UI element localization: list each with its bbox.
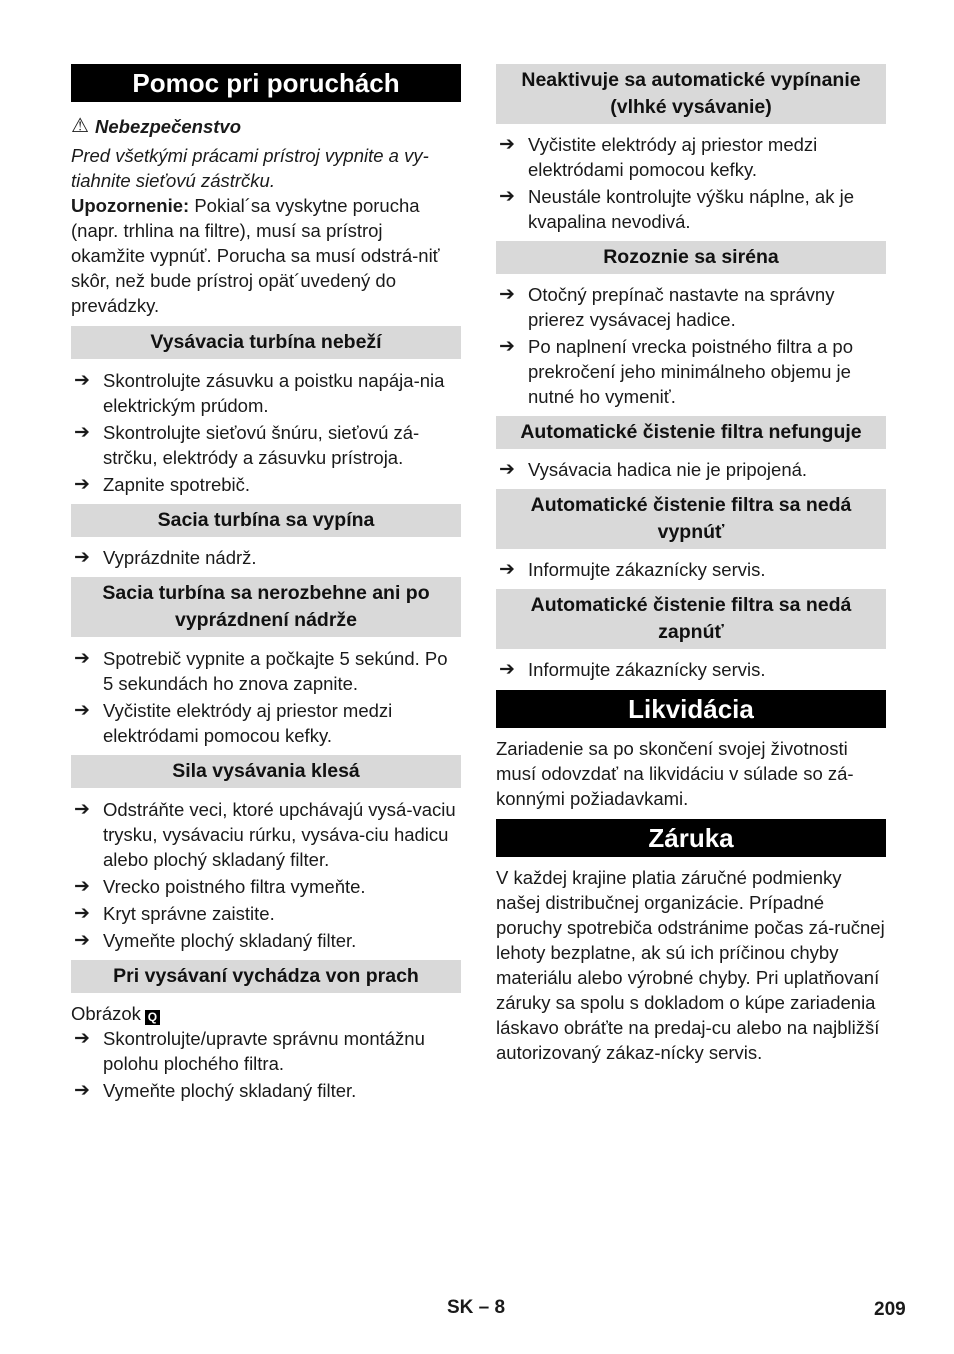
list-item: ➔ Vyčistite elektródy aj priestor medzi elektródami pomocou kefky. — [74, 700, 393, 746]
arrow-right-icon: ➔ — [499, 659, 515, 680]
list-item: ➔ Vymeňte plochý skladaný filter. — [74, 1080, 357, 1101]
list-turbine-not-starting — [71, 646, 461, 748]
list-item: ➔ Vyčistite elektródy aj priestor medzi elektródami pomocou kefky. — [499, 134, 818, 180]
arrow-right-icon: ➔ — [74, 422, 90, 443]
list-item: ➔ Zapnite spotrebič. — [74, 474, 251, 495]
left-column — [71, 64, 461, 1105]
arrow-right-icon: ➔ — [74, 1080, 90, 1101]
subheading-turbine-not-starting: Sacia turbína sa nerozbehne ani po vyprázdnení nádrže — [71, 577, 461, 637]
subheading-auto-clean-cannot-switch-off: Automatické čistenie filtra sa nedá vypnúť — [496, 489, 886, 549]
section-title-troubleshooting: Pomoc pri poruchách — [71, 64, 461, 102]
arrow-right-icon: ➔ — [74, 474, 90, 495]
danger-label: Nebezpečenstvo — [95, 116, 241, 137]
figure-reference: Obrázok Q — [71, 1001, 461, 1026]
arrow-right-icon: ➔ — [499, 134, 515, 155]
subheading-auto-shutoff-inactive: Neaktivuje sa automatické vypínanie (vlhké vysávanie) — [496, 64, 886, 124]
arrow-right-icon: ➔ — [74, 648, 90, 669]
list-item: ➔ Otočný prepínač nastavte na správny prierez vysávacej hadice. — [499, 284, 835, 330]
arrow-right-icon: ➔ — [499, 284, 515, 305]
list-item: ➔ Po naplnení vrecka poistného filtra a po prekročení jeho minimálneho objemu je nutné ho vymeniť. — [499, 336, 853, 407]
list-item: ➔ Vrecko poistného filtra vymeňte. — [74, 876, 366, 897]
warning-triangle-icon: ⚠ — [71, 115, 89, 137]
list-item: ➔ Vymeňte plochý skladaný filter. — [74, 930, 357, 951]
list-turbine-not-running — [71, 368, 461, 497]
list-dust-escaping — [71, 1026, 461, 1103]
list-auto-clean-cannot-switch-off — [496, 557, 886, 582]
subheading-auto-clean-not-working: Automatické čistenie filtra nefunguje — [496, 416, 886, 449]
list-auto-shutoff-inactive — [496, 132, 886, 234]
list-siren-sounds — [496, 282, 886, 409]
page-label: SK – 8 — [447, 1297, 506, 1318]
subheading-siren-sounds: Rozoznie sa siréna — [496, 241, 886, 274]
list-item: ➔ Kryt správne zaistite. — [74, 903, 275, 924]
disposal-text: Zariadenie sa po skončení svojej životnosti musí odovzdať na likvidáciu v súlade so zá-konnými požiadavkami. — [496, 738, 854, 809]
list-suction-decreasing — [71, 797, 461, 953]
arrow-right-icon: ➔ — [499, 559, 515, 580]
arrow-right-icon: ➔ — [74, 903, 90, 924]
warranty-text: V každej krajine platia záručné podmienky našej distribučnej organizácie. Prípadné poruchy spotrebiča odstránime počas zá-ručnej lehoty bezplatne, ak sú ich príčinou chyby materiálu alebo výrobné chyby. Pri uplatňovaní záruky sa spolu s dokladom o kúpe zariadenia láskavo obráťte na predaj-cu alebo na najbližší autorizovaný zákaz-nícky servis. — [496, 867, 885, 1063]
arrow-right-icon: ➔ — [74, 799, 90, 820]
arrow-right-icon: ➔ — [74, 370, 90, 391]
arrow-right-icon: ➔ — [74, 876, 90, 897]
note-text: Pokial´sa vyskytne porucha (napr. trhlina na filtre), musí sa prístroj okamžite vypnúť. Porucha sa musí odstrá-niť skôr, než bude prístroj opät´uvedený do prevádzky. — [71, 195, 440, 316]
list-item: ➔ Informujte zákaznícky servis. — [499, 559, 766, 580]
list-item: ➔ Skontrolujte/upravte správnu montážnu polohu plochého filtra. — [74, 1028, 425, 1074]
list-item: ➔ Spotrebič vypnite a počkajte 5 sekúnd. Po 5 sekundách ho znova zapnite. — [74, 648, 448, 694]
note-label: Upozornenie: — [71, 195, 190, 216]
subheading-dust-escaping: Pri vysávaní vychádza von prach — [71, 960, 461, 993]
arrow-right-icon: ➔ — [499, 336, 515, 357]
subheading-turbine-switches-off: Sacia turbína sa vypína — [71, 504, 461, 537]
arrow-right-icon: ➔ — [74, 930, 90, 951]
subheading-suction-decreasing: Sila vysávania klesá — [71, 755, 461, 788]
arrow-right-icon: ➔ — [74, 1028, 90, 1049]
list-item: ➔ Skontrolujte zásuvku a poistku napája-nia elektrickým prúdom. — [74, 370, 445, 416]
list-item: ➔ Vyprázdnite nádrž. — [74, 547, 257, 568]
list-item: ➔ Neustále kontrolujte výšku náplne, ak je kvapalina nevodivá. — [499, 186, 854, 232]
arrow-right-icon: ➔ — [74, 700, 90, 721]
list-item: ➔ Informujte zákaznícky servis. — [499, 659, 766, 680]
list-item: ➔ Vysávacia hadica nie je pripojená. — [499, 459, 808, 480]
page-number: 209 — [874, 1299, 906, 1320]
right-column — [496, 64, 886, 1065]
arrow-right-icon: ➔ — [499, 459, 515, 480]
danger-notice — [71, 114, 461, 139]
danger-text: Pred všetkými prácami prístroj vypnite a vy-tiahnite sieťovú zástrčku. — [71, 145, 429, 191]
list-auto-clean-not-working — [496, 457, 886, 482]
arrow-right-icon: ➔ — [499, 186, 515, 207]
note-paragraph — [71, 193, 461, 318]
list-auto-clean-cannot-switch-on — [496, 657, 886, 682]
list-item: ➔ Odstráňte veci, ktoré upchávajú vysá-vaciu trysku, vysávaciu rúrku, vysáva-ciu hadicu alebo plochý skladaný filter. — [74, 799, 456, 870]
arrow-right-icon: ➔ — [74, 547, 90, 568]
list-turbine-switches-off — [71, 545, 461, 570]
subheading-auto-clean-cannot-switch-on: Automatické čistenie filtra sa nedá zapnúť — [496, 589, 886, 649]
figure-q-icon: Q — [145, 1010, 160, 1025]
section-title-disposal: Likvidácia — [496, 690, 886, 728]
section-title-warranty: Záruka — [496, 819, 886, 857]
list-item: ➔ Skontrolujte sieťovú šnúru, sieťovú zá-strčku, elektródy a zásuvku prístroja. — [74, 422, 420, 468]
subheading-turbine-not-running: Vysávacia turbína nebeží — [71, 326, 461, 359]
